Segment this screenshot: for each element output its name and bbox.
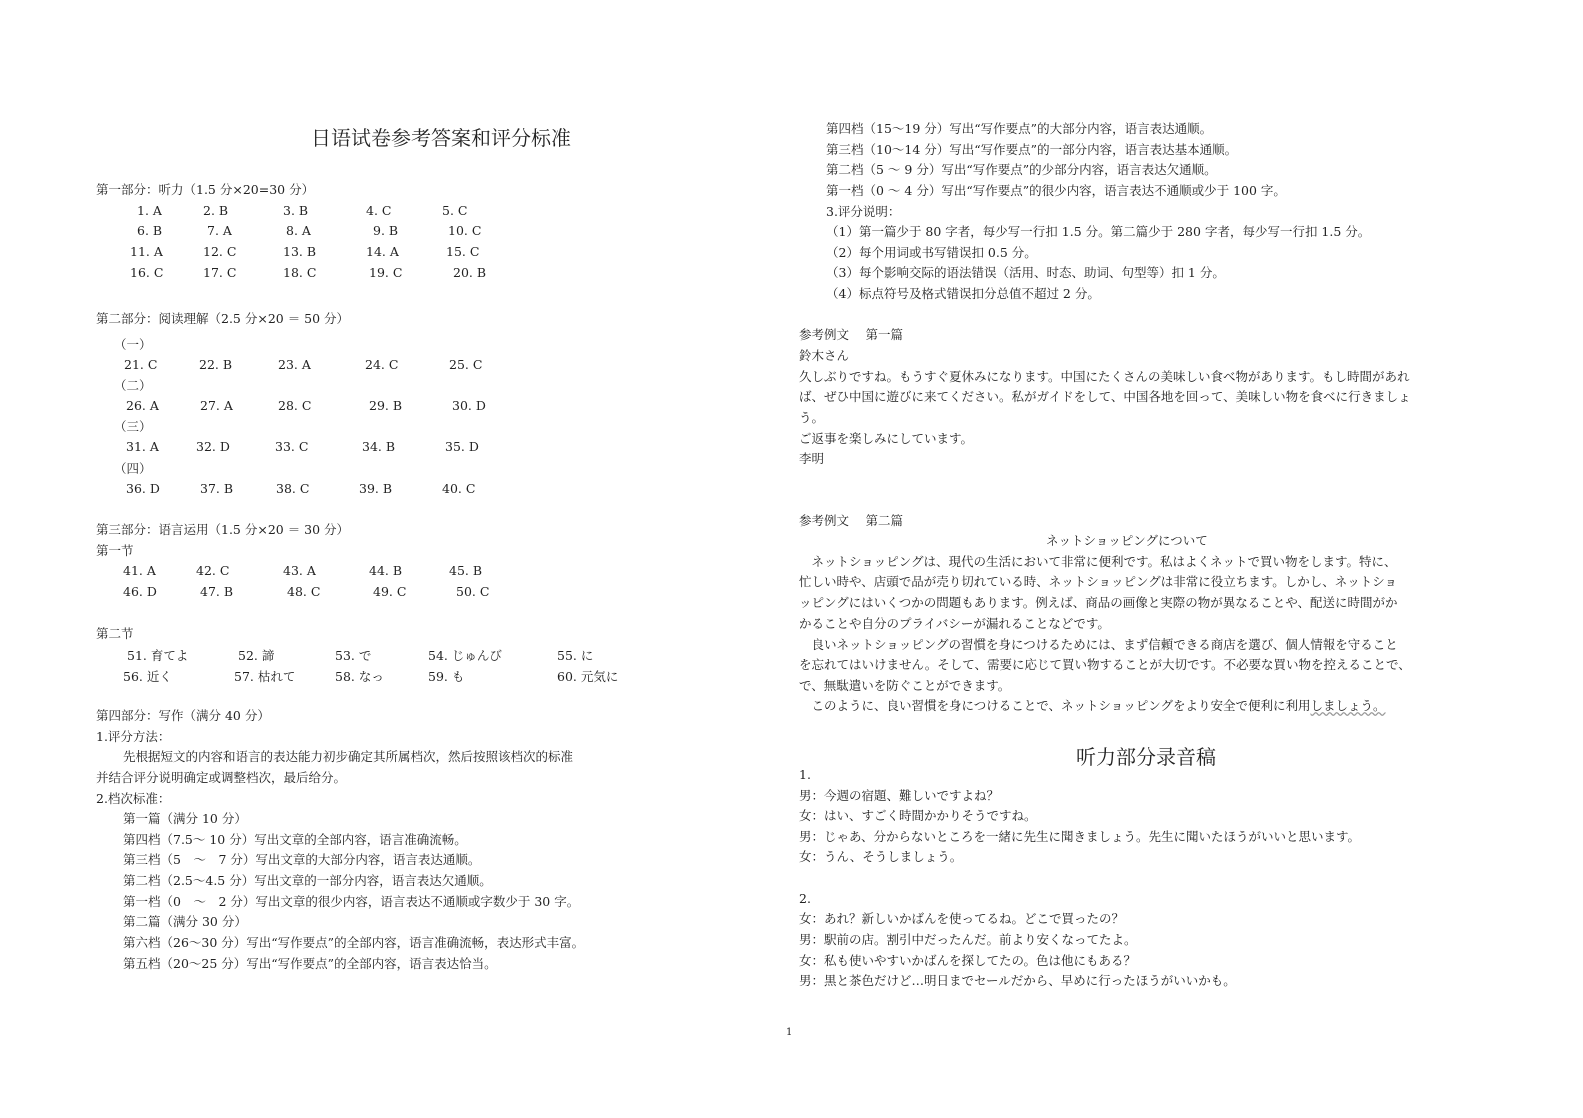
answer: 45. B <box>449 563 483 578</box>
answer: 16. C <box>130 265 164 280</box>
answer: 31. A <box>126 439 159 454</box>
answer: 32. D <box>196 439 230 454</box>
answer: 29. B <box>369 398 403 413</box>
level-line: 第四档（15～19 分）写出“写作要点”的大部分内容，语言表达通顺。 <box>826 121 1213 136</box>
level-line: 第二档（5 ～ 9 分）写出“写作要点”的少部分内容，语言表达欠通顺。 <box>826 162 1217 177</box>
answer: 46. D <box>123 584 157 599</box>
section2-label: 第二节 <box>96 626 134 641</box>
answer: 20. B <box>453 265 487 280</box>
group-label: （四） <box>114 461 152 476</box>
note-line: （1）第一篇少于 80 字者，每少写一行扣 1.5 分。第二篇少于 280 字者，每少写一行扣 1.5 分。 <box>826 224 1371 239</box>
section1-label: 第一节 <box>96 543 134 558</box>
sample2-line <box>799 697 1386 714</box>
answer: 6. B <box>137 223 163 238</box>
sample2-line: で、無駄遣いを防ぐことができます。 <box>799 678 1011 693</box>
sample2-last-main: このように、良い習慣を身につけることで、ネットショッピングをより安全で便利に利用 <box>799 698 1311 713</box>
sample2-line: 忙しい時や、店頭で品が売り切れている時、ネットショッピングは非常に役立ちます。しかし、ネットショ <box>799 574 1398 589</box>
answer: 60. 元気に <box>557 669 619 684</box>
sample2-title: ネットショッピングについて <box>1046 533 1208 548</box>
page-title: 日语试卷参考答案和评分标准 <box>311 126 571 150</box>
level-line: 第一篇（满分 10 分） <box>123 811 247 826</box>
answer: 5. C <box>442 203 468 218</box>
answer: 18. C <box>283 265 317 280</box>
part1-header: 第一部分：听力（1.5 分×20=30 分） <box>96 182 315 197</box>
answer: 55. に <box>557 648 594 663</box>
sample1-line: 久しぶりですね。もうすぐ夏休みになります。中国にたくさんの美味しい食べ物があります。もし時間があれ <box>799 369 1410 384</box>
answer: 4. C <box>366 203 392 218</box>
sample2-label: 参考例文 第二篇 <box>799 513 903 528</box>
answer: 34. B <box>362 439 396 454</box>
sample2-last-tail: しましょう。 <box>1310 698 1386 713</box>
dialogue2-line: 男：黒と茶色だけど…明日までセールだから、早めに行ったほうがいいかも。 <box>799 973 1236 988</box>
answer: 24. C <box>365 357 399 372</box>
answer: 21. C <box>124 357 158 372</box>
answer: 52. 諦 <box>238 648 275 663</box>
answer: 23. A <box>278 357 311 372</box>
level-line: 第一档（0 ～ 2 分）写出文章的很少内容，语言表达不通顺或字数少于 30 字。 <box>123 894 580 909</box>
level-line: 第一档（0 ～ 4 分）写出“写作要点”的很少内容，语言表达不通顺或少于 100 字。 <box>826 183 1286 198</box>
answer: 3. B <box>283 203 309 218</box>
answer: 48. C <box>287 584 321 599</box>
sample1-line: 鈴木さん <box>799 348 850 363</box>
answer: 26. A <box>126 398 159 413</box>
answer: 7. A <box>207 223 232 238</box>
dialogue2-line: 女：あれ？新しいかばんを使ってるね。どこで買ったの？ <box>799 911 1125 926</box>
answer: 27. A <box>200 398 233 413</box>
level-line: 第二档（2.5～4.5 分）写出文章的一部分内容，语言表达欠通顺。 <box>123 873 492 888</box>
answer: 13. B <box>283 244 317 259</box>
answer: 57. 枯れて <box>234 669 296 684</box>
note-line: （3）每个影响交际的语法错误（活用、时态、助词、句型等）扣 1 分。 <box>826 265 1225 280</box>
part2-header: 第二部分：阅读理解（2.5 分×20 ＝ 50 分） <box>96 311 350 326</box>
answer: 33. C <box>275 439 309 454</box>
listening-title: 听力部分录音稿 <box>1076 745 1216 769</box>
group-label: （三） <box>114 419 152 434</box>
answer: 36. D <box>126 481 160 496</box>
answer: 28. C <box>278 398 312 413</box>
answer: 19. C <box>369 265 403 280</box>
method-line: 并结合评分说明确定或调整档次，最后给分。 <box>96 770 347 785</box>
answer: 12. C <box>203 244 237 259</box>
level-line: 第四档（7.5～ 10 分）写出文章的全部内容，语言准确流畅。 <box>123 832 467 847</box>
answer: 17. C <box>203 265 237 280</box>
levels-title: 2.档次标准： <box>96 791 171 806</box>
answer: 41. A <box>123 563 156 578</box>
dialogue1-line: 男：今週の宿題、難しいですよね？ <box>799 788 1000 803</box>
answer: 39. B <box>359 481 393 496</box>
sample2-line: を忘れてはいけません。そして、需要に応じて買い物することが大切です。不必要な買い物を控えることで、 <box>799 657 1411 672</box>
level-line: 第六档（26～30 分）写出“写作要点”的全部内容，语言准确流畅，表达形式丰富。 <box>123 935 585 950</box>
note-line: （2）每个用词或书写错误扣 0.5 分。 <box>826 245 1037 260</box>
answer: 50. C <box>456 584 490 599</box>
answer: 10. C <box>448 223 482 238</box>
dialogue1-line: 男：じゃあ、分からないところを一緒に先生に聞きましょう。先生に聞いたほうがいいと思います。 <box>799 829 1361 844</box>
answer: 11. A <box>130 244 163 259</box>
answer: 58. なっ <box>335 669 384 684</box>
answer: 53. で <box>335 648 372 663</box>
page-number: 1 <box>786 1027 793 1038</box>
notes-title: 3.评分说明： <box>826 204 901 219</box>
part4-header: 第四部分：写作（满分 40 分） <box>96 708 270 723</box>
sample2-line: ネットショッピングは、現代の生活において非常に便利です。私はよくネットで買い物をします。特に、 <box>799 554 1397 569</box>
sample2-line: ッピングにはいくつかの問題もあります。例えば、商品の画像と実際の物が異なることや、配送に時間がか <box>799 595 1398 610</box>
answer: 43. A <box>283 563 316 578</box>
answer: 22. B <box>199 357 233 372</box>
answer: 25. C <box>449 357 483 372</box>
answer: 54. じゅんび <box>428 648 502 663</box>
sample2-line: 良いネットショッピングの習慣を身につけるためには、まず信頼できる商店を選び、個人情報を守ること <box>799 637 1398 652</box>
group-label: （一） <box>114 337 152 352</box>
part3-header: 第三部分：语言运用（1.5 分×20 ＝ 30 分） <box>96 522 350 537</box>
level-line: 第二篇（满分 30 分） <box>123 914 247 929</box>
sample1-line: ご返事を楽しみにしています。 <box>799 431 974 446</box>
note-line: （4）标点符号及格式错误扣分总值不超过 2 分。 <box>826 286 1100 301</box>
answer: 9. B <box>373 223 399 238</box>
method-line: 先根据短文的内容和语言的表达能力初步确定其所属档次，然后按照该档次的标准 <box>123 749 574 764</box>
group-label: （二） <box>114 378 152 393</box>
sample1-label: 参考例文 第一篇 <box>799 327 903 342</box>
dialogue2-line: 女：私も使いやすいかばんを探してたの。色は他にもある？ <box>799 953 1137 968</box>
answer: 2. B <box>203 203 229 218</box>
sample2-line: かることや自分のプライバシーが漏れることなどです。 <box>799 616 1110 631</box>
answer: 49. C <box>373 584 407 599</box>
answer: 1. A <box>137 203 162 218</box>
answer: 30. D <box>452 398 486 413</box>
dialogue2-line: 男：駅前の店。割引中だったんだ。前より安くなってたよ。 <box>799 932 1137 947</box>
answer: 47. B <box>200 584 234 599</box>
answer: 35. D <box>445 439 479 454</box>
method-title: 1.评分方法： <box>96 729 171 744</box>
sample1-line: 李明 <box>799 451 825 466</box>
answer: 59. も <box>428 669 465 684</box>
sample1-line: う。 <box>799 410 825 425</box>
answer: 44. B <box>369 563 403 578</box>
answer: 14. A <box>366 244 399 259</box>
level-line: 第五档（20～25 分）写出“写作要点”的全部内容，语言表达恰当。 <box>123 956 497 971</box>
answer: 37. B <box>200 481 234 496</box>
level-line: 第三档（5 ～ 7 分）写出文章的大部分内容，语言表达通顺。 <box>123 852 481 867</box>
sample1-line: ば、ぜひ中国に遊びに来てください。私がガイドをして、中国各地を回って、美味しい物を食べに行きましょ <box>799 389 1411 404</box>
dialogue2-line: 2. <box>799 891 811 906</box>
answer: 42. C <box>196 563 230 578</box>
dialogue1-line: 女：はい、すごく時間かかりそうですね。 <box>799 808 1037 823</box>
answer: 8. A <box>286 223 311 238</box>
dialogue1-line: 女：うん、そうしましょう。 <box>799 849 963 864</box>
answer: 38. C <box>276 481 310 496</box>
level-line: 第三档（10～14 分）写出“写作要点”的一部分内容，语言表达基本通顺。 <box>826 142 1238 157</box>
answer: 15. C <box>446 244 480 259</box>
answer: 40. C <box>442 481 476 496</box>
answer: 51. 育てよ <box>127 648 189 663</box>
dialogue1-line: 1. <box>799 767 811 782</box>
answer: 56. 近く <box>123 669 172 684</box>
